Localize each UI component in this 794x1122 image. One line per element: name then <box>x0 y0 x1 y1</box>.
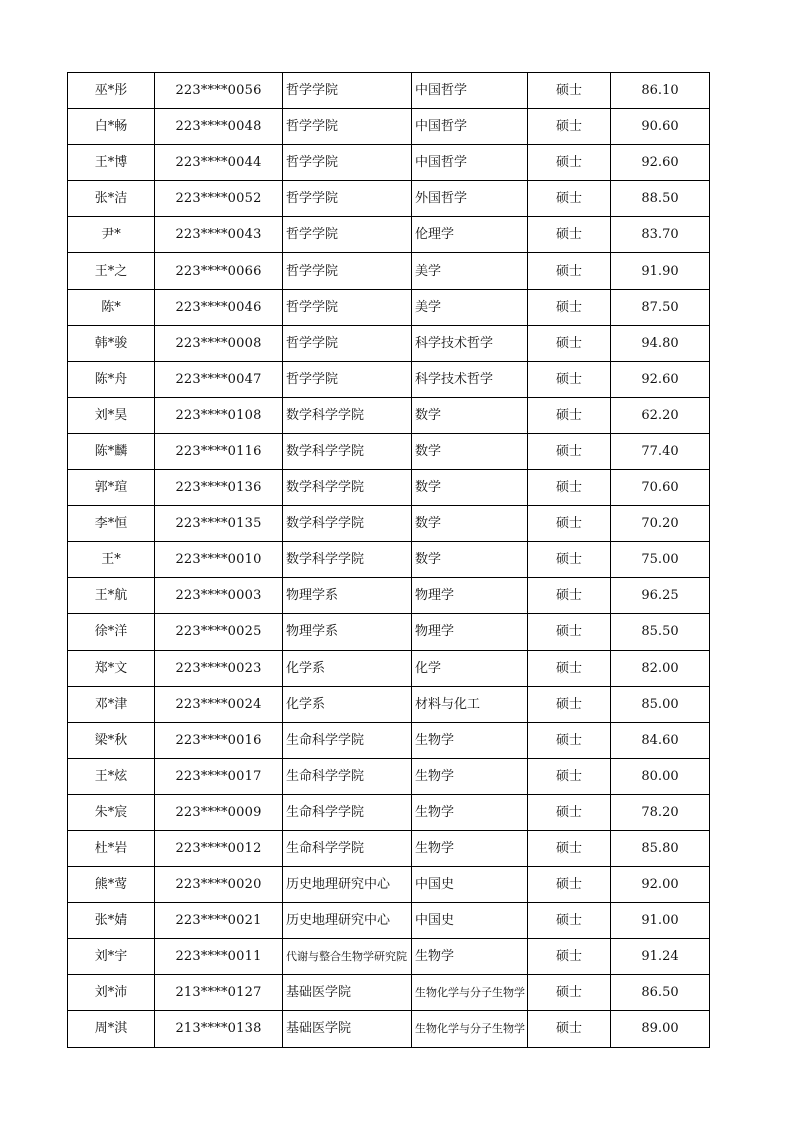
dept-cell: 哲学学院 <box>283 73 412 109</box>
table-row <box>68 903 710 939</box>
name-cell: 周*淇 <box>68 1011 155 1047</box>
degree-cell: 硕士 <box>528 975 611 1011</box>
score-cell: 92.60 <box>611 145 710 181</box>
major-cell: 美学 <box>412 289 528 325</box>
major-cell: 中国哲学 <box>412 145 528 181</box>
degree-cell: 硕士 <box>528 289 611 325</box>
major-cell: 数学 <box>412 470 528 506</box>
name-cell: 朱*宸 <box>68 794 155 830</box>
id-cell: 223****0016 <box>155 722 283 758</box>
score-cell: 85.80 <box>611 830 710 866</box>
score-cell: 77.40 <box>611 433 710 469</box>
id-cell: 223****0066 <box>155 253 283 289</box>
score-cell: 92.60 <box>611 361 710 397</box>
name-cell: 巫*彤 <box>68 73 155 109</box>
id-cell: 223****0020 <box>155 867 283 903</box>
score-cell: 96.25 <box>611 578 710 614</box>
dept-cell: 物理学系 <box>283 614 412 650</box>
name-cell: 张*洁 <box>68 181 155 217</box>
table-row <box>68 542 710 578</box>
table-body <box>68 73 710 1048</box>
degree-cell: 硕士 <box>528 686 611 722</box>
table-row <box>68 470 710 506</box>
dept-cell: 哲学学院 <box>283 109 412 145</box>
name-cell: 梁*秋 <box>68 722 155 758</box>
degree-cell: 硕士 <box>528 145 611 181</box>
name-cell: 王* <box>68 542 155 578</box>
degree-cell: 硕士 <box>528 939 611 975</box>
major-cell: 化学 <box>412 650 528 686</box>
table-row <box>68 73 710 109</box>
dept-cell: 哲学学院 <box>283 289 412 325</box>
degree-cell: 硕士 <box>528 73 611 109</box>
dept-cell: 数学科学学院 <box>283 433 412 469</box>
admission-table <box>67 72 710 1048</box>
degree-cell: 硕士 <box>528 830 611 866</box>
dept-cell: 化学系 <box>283 686 412 722</box>
name-cell: 韩*骏 <box>68 325 155 361</box>
score-cell: 78.20 <box>611 794 710 830</box>
table-row <box>68 506 710 542</box>
name-cell: 邓*津 <box>68 686 155 722</box>
table-row <box>68 794 710 830</box>
id-cell: 213****0127 <box>155 975 283 1011</box>
dept-cell: 哲学学院 <box>283 181 412 217</box>
table-row <box>68 181 710 217</box>
id-cell: 223****0012 <box>155 830 283 866</box>
dept-cell: 物理学系 <box>283 578 412 614</box>
table-row <box>68 325 710 361</box>
name-cell: 王*炫 <box>68 758 155 794</box>
major-cell: 数学 <box>412 542 528 578</box>
degree-cell: 硕士 <box>528 217 611 253</box>
major-cell: 材料与化工 <box>412 686 528 722</box>
name-cell: 王*博 <box>68 145 155 181</box>
degree-cell: 硕士 <box>528 614 611 650</box>
major-cell: 科学技术哲学 <box>412 325 528 361</box>
name-cell: 尹* <box>68 217 155 253</box>
dept-cell: 代谢与整合生物学研究院 <box>283 939 412 975</box>
score-cell: 88.50 <box>611 181 710 217</box>
degree-cell: 硕士 <box>528 470 611 506</box>
degree-cell: 硕士 <box>528 794 611 830</box>
id-cell: 223****0043 <box>155 217 283 253</box>
id-cell: 223****0056 <box>155 73 283 109</box>
degree-cell: 硕士 <box>528 181 611 217</box>
degree-cell: 硕士 <box>528 542 611 578</box>
name-cell: 熊*莺 <box>68 867 155 903</box>
id-cell: 223****0011 <box>155 939 283 975</box>
table-row <box>68 109 710 145</box>
score-cell: 83.70 <box>611 217 710 253</box>
dept-cell: 数学科学学院 <box>283 542 412 578</box>
score-cell: 92.00 <box>611 867 710 903</box>
dept-cell: 生命科学学院 <box>283 830 412 866</box>
major-cell: 生物学 <box>412 794 528 830</box>
dept-cell: 数学科学学院 <box>283 397 412 433</box>
score-cell: 94.80 <box>611 325 710 361</box>
dept-cell: 化学系 <box>283 650 412 686</box>
major-cell: 生物化学与分子生物学 <box>412 975 528 1011</box>
id-cell: 223****0021 <box>155 903 283 939</box>
id-cell: 223****0116 <box>155 433 283 469</box>
id-cell: 223****0048 <box>155 109 283 145</box>
degree-cell: 硕士 <box>528 506 611 542</box>
table-row <box>68 722 710 758</box>
table-row <box>68 975 710 1011</box>
id-cell: 223****0010 <box>155 542 283 578</box>
dept-cell: 哲学学院 <box>283 253 412 289</box>
degree-cell: 硕士 <box>528 397 611 433</box>
dept-cell: 历史地理研究中心 <box>283 867 412 903</box>
major-cell: 数学 <box>412 433 528 469</box>
degree-cell: 硕士 <box>528 253 611 289</box>
major-cell: 伦理学 <box>412 217 528 253</box>
major-cell: 生物学 <box>412 939 528 975</box>
id-cell: 223****0025 <box>155 614 283 650</box>
degree-cell: 硕士 <box>528 361 611 397</box>
id-cell: 223****0047 <box>155 361 283 397</box>
major-cell: 物理学 <box>412 614 528 650</box>
major-cell: 中国哲学 <box>412 73 528 109</box>
table-row <box>68 867 710 903</box>
name-cell: 张*婧 <box>68 903 155 939</box>
name-cell: 刘*昊 <box>68 397 155 433</box>
table-row <box>68 758 710 794</box>
table-row <box>68 686 710 722</box>
id-cell: 223****0044 <box>155 145 283 181</box>
major-cell: 生物学 <box>412 722 528 758</box>
degree-cell: 硕士 <box>528 722 611 758</box>
score-cell: 82.00 <box>611 650 710 686</box>
score-cell: 84.60 <box>611 722 710 758</box>
id-cell: 223****0023 <box>155 650 283 686</box>
major-cell: 数学 <box>412 506 528 542</box>
id-cell: 223****0009 <box>155 794 283 830</box>
degree-cell: 硕士 <box>528 578 611 614</box>
degree-cell: 硕士 <box>528 1011 611 1047</box>
name-cell: 徐*洋 <box>68 614 155 650</box>
table-row <box>68 397 710 433</box>
id-cell: 223****0135 <box>155 506 283 542</box>
dept-cell: 哲学学院 <box>283 325 412 361</box>
degree-cell: 硕士 <box>528 325 611 361</box>
score-cell: 62.20 <box>611 397 710 433</box>
degree-cell: 硕士 <box>528 758 611 794</box>
dept-cell: 哲学学院 <box>283 145 412 181</box>
score-cell: 90.60 <box>611 109 710 145</box>
major-cell: 生物学 <box>412 758 528 794</box>
score-cell: 91.00 <box>611 903 710 939</box>
dept-cell: 生命科学学院 <box>283 722 412 758</box>
major-cell: 中国史 <box>412 903 528 939</box>
score-cell: 70.20 <box>611 506 710 542</box>
dept-cell: 基础医学院 <box>283 975 412 1011</box>
id-cell: 223****0108 <box>155 397 283 433</box>
table-row <box>68 614 710 650</box>
table-row <box>68 1011 710 1047</box>
score-cell: 85.50 <box>611 614 710 650</box>
score-cell: 75.00 <box>611 542 710 578</box>
name-cell: 刘*沛 <box>68 975 155 1011</box>
major-cell: 中国史 <box>412 867 528 903</box>
table-row <box>68 939 710 975</box>
score-cell: 86.10 <box>611 73 710 109</box>
score-cell: 86.50 <box>611 975 710 1011</box>
major-cell: 科学技术哲学 <box>412 361 528 397</box>
score-cell: 80.00 <box>611 758 710 794</box>
id-cell: 223****0136 <box>155 470 283 506</box>
dept-cell: 数学科学学院 <box>283 506 412 542</box>
dept-cell: 历史地理研究中心 <box>283 903 412 939</box>
id-cell: 223****0003 <box>155 578 283 614</box>
major-cell: 中国哲学 <box>412 109 528 145</box>
name-cell: 白*畅 <box>68 109 155 145</box>
degree-cell: 硕士 <box>528 903 611 939</box>
major-cell: 外国哲学 <box>412 181 528 217</box>
id-cell: 213****0138 <box>155 1011 283 1047</box>
name-cell: 杜*岩 <box>68 830 155 866</box>
dept-cell: 哲学学院 <box>283 361 412 397</box>
name-cell: 陈*舟 <box>68 361 155 397</box>
table-row <box>68 289 710 325</box>
id-cell: 223****0052 <box>155 181 283 217</box>
table-row <box>68 578 710 614</box>
name-cell: 郭*瑄 <box>68 470 155 506</box>
dept-cell: 生命科学学院 <box>283 794 412 830</box>
name-cell: 王*航 <box>68 578 155 614</box>
degree-cell: 硕士 <box>528 109 611 145</box>
dept-cell: 哲学学院 <box>283 217 412 253</box>
degree-cell: 硕士 <box>528 433 611 469</box>
table-row <box>68 361 710 397</box>
id-cell: 223****0024 <box>155 686 283 722</box>
degree-cell: 硕士 <box>528 867 611 903</box>
name-cell: 陈* <box>68 289 155 325</box>
table-row <box>68 145 710 181</box>
table-row <box>68 217 710 253</box>
id-cell: 223****0017 <box>155 758 283 794</box>
table-row <box>68 650 710 686</box>
major-cell: 数学 <box>412 397 528 433</box>
degree-cell: 硕士 <box>528 650 611 686</box>
major-cell: 美学 <box>412 253 528 289</box>
score-cell: 91.90 <box>611 253 710 289</box>
score-cell: 91.24 <box>611 939 710 975</box>
major-cell: 生物学 <box>412 830 528 866</box>
score-cell: 87.50 <box>611 289 710 325</box>
table-row <box>68 830 710 866</box>
score-cell: 70.60 <box>611 470 710 506</box>
name-cell: 陈*麟 <box>68 433 155 469</box>
dept-cell: 生命科学学院 <box>283 758 412 794</box>
name-cell: 王*之 <box>68 253 155 289</box>
name-cell: 李*恒 <box>68 506 155 542</box>
dept-cell: 基础医学院 <box>283 1011 412 1047</box>
major-cell: 物理学 <box>412 578 528 614</box>
id-cell: 223****0008 <box>155 325 283 361</box>
table-row <box>68 433 710 469</box>
score-cell: 89.00 <box>611 1011 710 1047</box>
major-cell: 生物化学与分子生物学 <box>412 1011 528 1047</box>
name-cell: 刘*宇 <box>68 939 155 975</box>
table-row <box>68 253 710 289</box>
id-cell: 223****0046 <box>155 289 283 325</box>
name-cell: 郑*文 <box>68 650 155 686</box>
score-cell: 85.00 <box>611 686 710 722</box>
dept-cell: 数学科学学院 <box>283 470 412 506</box>
